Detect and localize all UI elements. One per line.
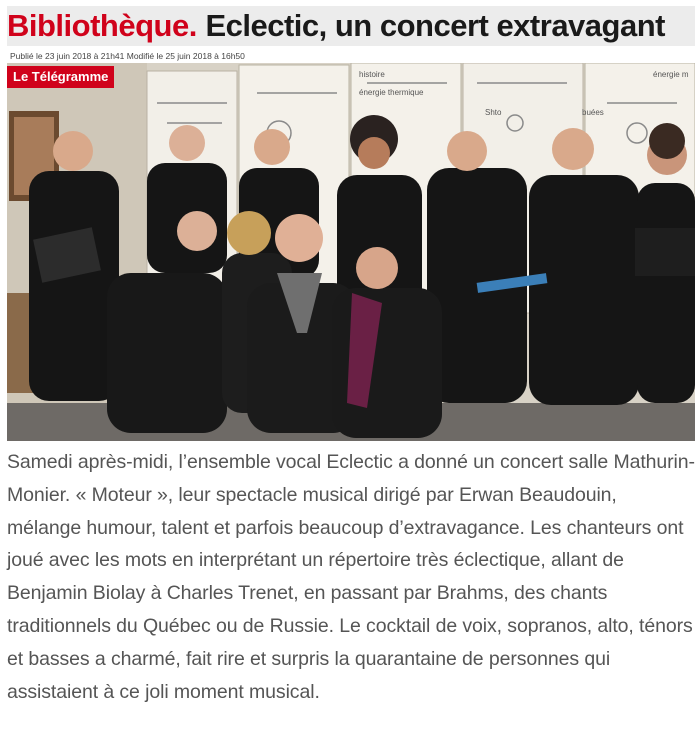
article-body: Samedi après-midi, l’ensemble vocal Eclectic a donné un concert salle Mathurin-Monier. « Moteur », leur spectacle musical dirigé par Erwan Beaudouin, mélange humour, talent et parfois beaucoup d’extravagance. Les chanteurs ont joué avec les mots en interprétant un répertoire très éclectique, allant de Benjamin Biolay à Charles Trenet, en passant par Brahms, des chants traditionnels du Québec ou de Russie. Le cocktail de voix, sopranos, alto, ténors et basses a charmé, fait rire et surpris la quarantaine de personnes qui assistaient à ce joli moment musical. <box>7 451 695 703</box>
article-headline <box>7 6 695 46</box>
source-badge: Le Télégramme <box>7 66 114 88</box>
board-text-3: Shto <box>485 108 502 117</box>
choir-photo-illustration <box>7 63 695 441</box>
board-text-5: buées <box>582 108 604 117</box>
board-text-4: énergie m <box>653 70 689 79</box>
article-title: Eclectic, un concert extravagant <box>205 8 665 43</box>
article-photo <box>7 63 695 441</box>
board-text-2: histoire <box>359 70 385 79</box>
article-meta: Publié le 23 juin 2018 à 21h41 Modifié le 25 juin 2018 à 16h50 <box>10 51 245 61</box>
article-kicker: Bibliothèque. <box>7 8 197 43</box>
board-text-1: énergie thermique <box>359 88 424 97</box>
